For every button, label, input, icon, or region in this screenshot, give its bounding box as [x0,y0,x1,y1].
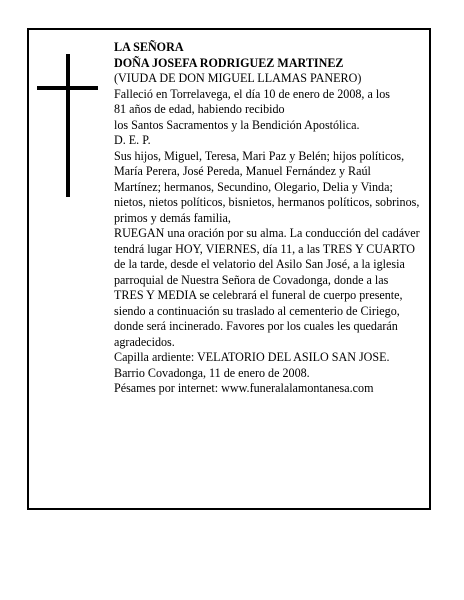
condolences-line: Pésames por internet: www.funeralalamontanesa.com [114,381,374,395]
notice-title: LA SEÑORA [114,40,184,54]
request-paragraph: RUEGAN una oración por su alma. La conducción del cadáver tendrá lugar HOY, VIERNES, día 11, a las TRES Y CUARTO de la tarde, desde el velatorio del Asilo San José, a la iglesia parroquial de Nuestra Señora de Covadonga, donde a las TRES Y MEDIA se celebrará el funeral de cuerpo presente, siendo a continuación su traslado al cementerio de Ciriego, donde será incinerado. Favores por los cuales les quedarán agradecidos. [114,226,420,349]
widow-line: (VIUDA DE DON MIGUEL LLAMAS PANERO) [114,71,362,85]
deceased-name: DOÑA JOSEFA RODRIGUEZ MARTINEZ [114,55,344,70]
rip-line: D. E. P. [114,133,151,147]
chapel-line: Capilla ardiente: VELATORIO DEL ASILO SAN JOSE. [114,350,390,364]
family-paragraph: Sus hijos, Miguel, Teresa, Mari Paz y Belén; hijos políticos, María Perera, José Pereda, Manuel Fernández y Raúl Martínez; hermanos, Secundino, Olegario, Delia y Vinda; nietos, nietos políticos, bisnietos, hermanos políticos, sobrinos, primos y demás familia, [114,148,420,225]
cross-icon [66,54,70,197]
sacraments-line: los Santos Sacramentos y la Bendición Apostólica. [114,117,360,132]
place-date-line: Barrio Covadonga, 11 de enero de 2008. [114,365,310,380]
obituary-text [114,40,420,397]
death-text: Falleció en Torrelavega, el día 10 de enero de 2008, a los 81 años de edad, habiendo recibido [114,86,390,116]
cross-icon-bar [37,86,98,90]
